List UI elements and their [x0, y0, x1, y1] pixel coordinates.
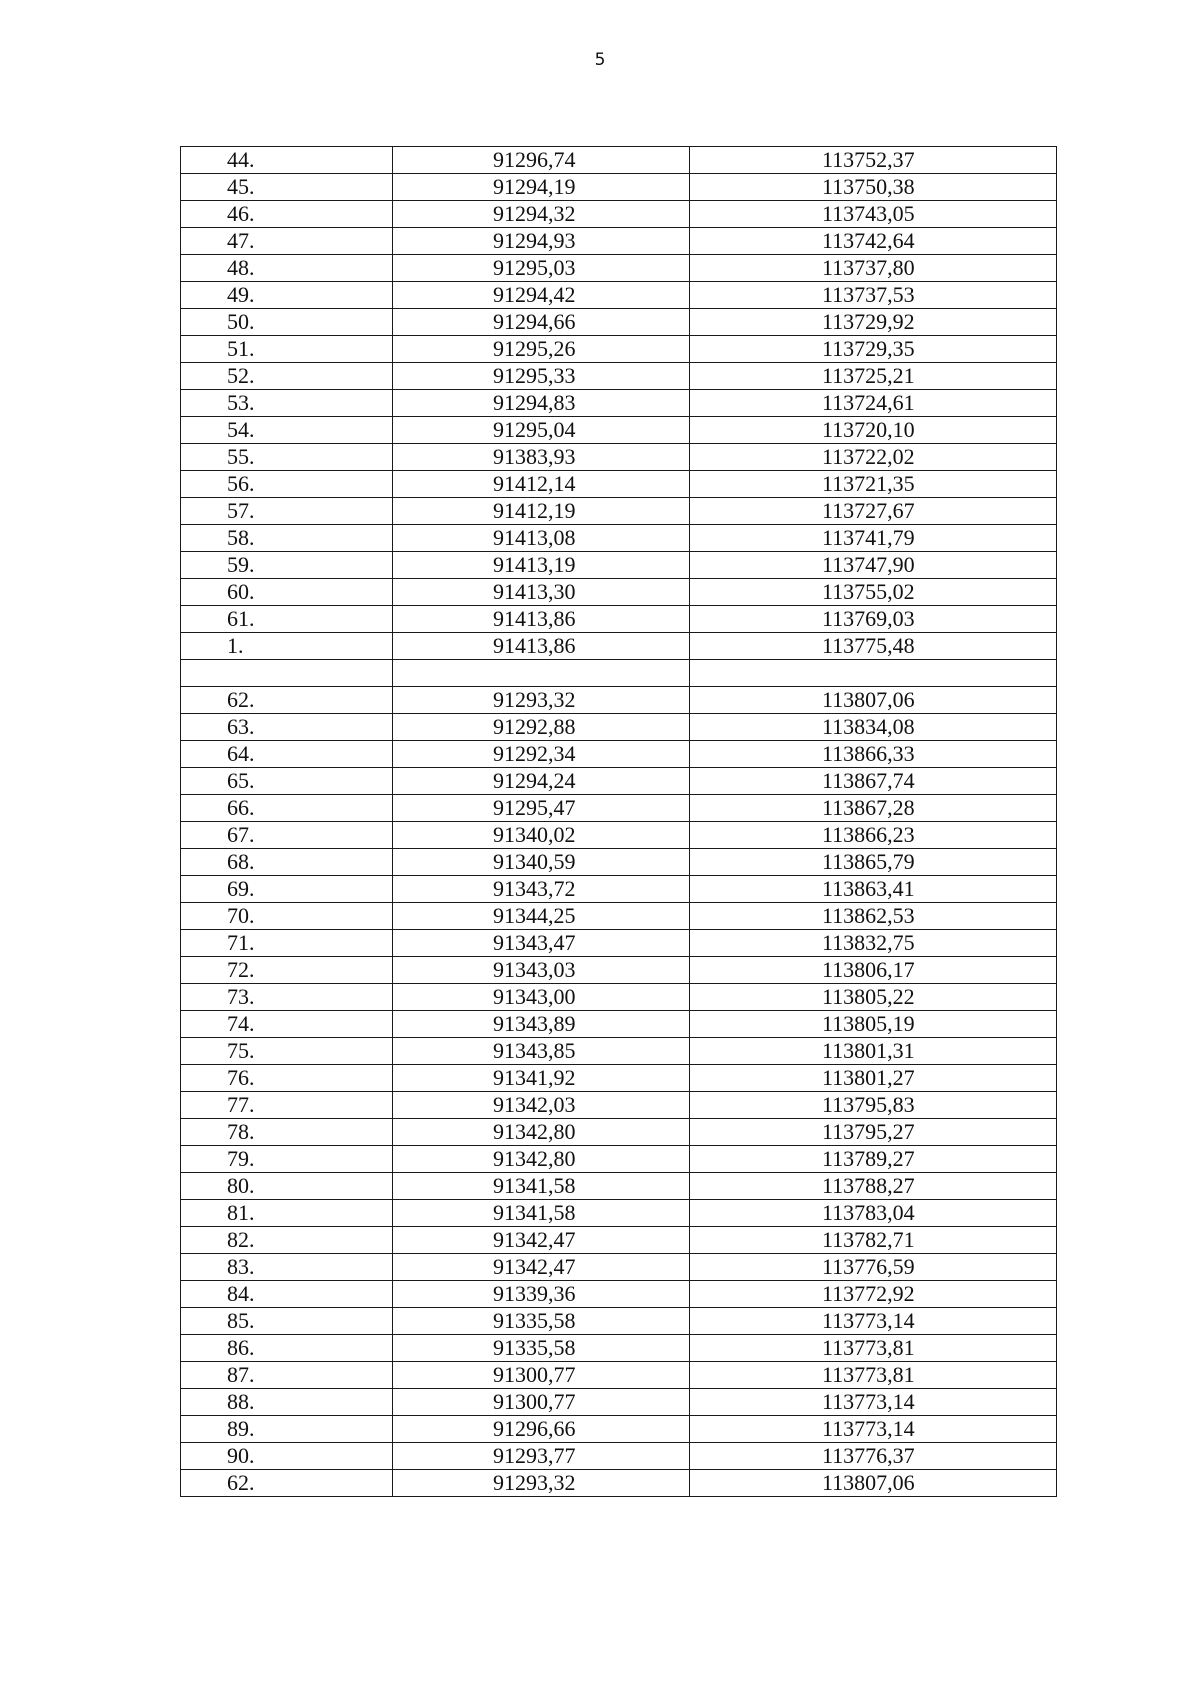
x-coordinate-cell: 91341,58	[393, 1200, 690, 1227]
table-row	[181, 795, 1057, 822]
table-row	[181, 174, 1057, 201]
point-number-cell: 82.	[181, 1227, 393, 1254]
x-coordinate-cell: 91300,77	[393, 1389, 690, 1416]
y-coordinate-cell: 113772,92	[690, 1281, 1057, 1308]
x-coordinate-cell: 91343,85	[393, 1038, 690, 1065]
point-number-cell: 81.	[181, 1200, 393, 1227]
x-coordinate-cell: 91294,83	[393, 390, 690, 417]
table-row	[181, 1227, 1057, 1254]
point-number-cell: 51.	[181, 336, 393, 363]
x-coordinate-cell: 91295,47	[393, 795, 690, 822]
x-coordinate-cell: 91412,14	[393, 471, 690, 498]
point-number-cell: 45.	[181, 174, 393, 201]
point-number-cell: 69.	[181, 876, 393, 903]
point-number-cell: 88.	[181, 1389, 393, 1416]
point-number-cell: 72.	[181, 957, 393, 984]
table-row	[181, 768, 1057, 795]
x-coordinate-cell	[393, 660, 690, 687]
table-row	[181, 1281, 1057, 1308]
point-number-cell: 73.	[181, 984, 393, 1011]
table-row	[181, 471, 1057, 498]
x-coordinate-cell: 91343,89	[393, 1011, 690, 1038]
table-row	[181, 390, 1057, 417]
table-row	[181, 1119, 1057, 1146]
table-row	[181, 336, 1057, 363]
y-coordinate-cell: 113737,53	[690, 282, 1057, 309]
y-coordinate-cell: 113806,17	[690, 957, 1057, 984]
point-number-cell: 62.	[181, 687, 393, 714]
point-number-cell	[181, 660, 393, 687]
table-row	[181, 444, 1057, 471]
y-coordinate-cell: 113801,27	[690, 1065, 1057, 1092]
x-coordinate-cell: 91412,19	[393, 498, 690, 525]
x-coordinate-cell: 91413,08	[393, 525, 690, 552]
point-number-cell: 53.	[181, 390, 393, 417]
x-coordinate-cell: 91342,47	[393, 1227, 690, 1254]
table-row	[181, 363, 1057, 390]
point-number-cell: 57.	[181, 498, 393, 525]
table-row	[181, 255, 1057, 282]
point-number-cell: 87.	[181, 1362, 393, 1389]
table-row	[181, 1065, 1057, 1092]
y-coordinate-cell: 113724,61	[690, 390, 1057, 417]
coordinates-table	[180, 146, 1057, 1497]
y-coordinate-cell: 113866,33	[690, 741, 1057, 768]
table-row	[181, 903, 1057, 930]
y-coordinate-cell: 113727,67	[690, 498, 1057, 525]
table-row	[181, 1335, 1057, 1362]
point-number-cell: 66.	[181, 795, 393, 822]
table-row	[181, 930, 1057, 957]
coordinates-table-body	[181, 147, 1057, 1497]
point-number-cell: 84.	[181, 1281, 393, 1308]
x-coordinate-cell: 91295,03	[393, 255, 690, 282]
point-number-cell: 83.	[181, 1254, 393, 1281]
point-number-cell: 52.	[181, 363, 393, 390]
point-number-cell: 58.	[181, 525, 393, 552]
point-number-cell: 62.	[181, 1470, 393, 1497]
x-coordinate-cell: 91342,03	[393, 1092, 690, 1119]
y-coordinate-cell: 113832,75	[690, 930, 1057, 957]
table-row	[181, 1011, 1057, 1038]
y-coordinate-cell: 113862,53	[690, 903, 1057, 930]
point-number-cell: 49.	[181, 282, 393, 309]
table-row	[181, 525, 1057, 552]
point-number-cell: 67.	[181, 822, 393, 849]
x-coordinate-cell: 91413,19	[393, 552, 690, 579]
x-coordinate-cell: 91342,80	[393, 1119, 690, 1146]
x-coordinate-cell: 91293,32	[393, 1470, 690, 1497]
table-row	[181, 282, 1057, 309]
x-coordinate-cell: 91413,30	[393, 579, 690, 606]
y-coordinate-cell: 113776,59	[690, 1254, 1057, 1281]
y-coordinate-cell: 113805,19	[690, 1011, 1057, 1038]
x-coordinate-cell: 91294,19	[393, 174, 690, 201]
point-number-cell: 76.	[181, 1065, 393, 1092]
y-coordinate-cell: 113783,04	[690, 1200, 1057, 1227]
x-coordinate-cell: 91293,77	[393, 1443, 690, 1470]
y-coordinate-cell	[690, 660, 1057, 687]
y-coordinate-cell: 113773,14	[690, 1416, 1057, 1443]
table-row	[181, 633, 1057, 660]
x-coordinate-cell: 91292,88	[393, 714, 690, 741]
point-number-cell: 75.	[181, 1038, 393, 1065]
y-coordinate-cell: 113721,35	[690, 471, 1057, 498]
y-coordinate-cell: 113722,02	[690, 444, 1057, 471]
point-number-cell: 68.	[181, 849, 393, 876]
y-coordinate-cell: 113755,02	[690, 579, 1057, 606]
table-row	[181, 660, 1057, 687]
x-coordinate-cell: 91296,66	[393, 1416, 690, 1443]
x-coordinate-cell: 91339,36	[393, 1281, 690, 1308]
y-coordinate-cell: 113795,27	[690, 1119, 1057, 1146]
y-coordinate-cell: 113801,31	[690, 1038, 1057, 1065]
point-number-cell: 78.	[181, 1119, 393, 1146]
table-row	[181, 1254, 1057, 1281]
point-number-cell: 56.	[181, 471, 393, 498]
y-coordinate-cell: 113805,22	[690, 984, 1057, 1011]
point-number-cell: 59.	[181, 552, 393, 579]
x-coordinate-cell: 91294,66	[393, 309, 690, 336]
y-coordinate-cell: 113773,81	[690, 1335, 1057, 1362]
y-coordinate-cell: 113743,05	[690, 201, 1057, 228]
y-coordinate-cell: 113725,21	[690, 363, 1057, 390]
point-number-cell: 46.	[181, 201, 393, 228]
point-number-cell: 63.	[181, 714, 393, 741]
point-number-cell: 55.	[181, 444, 393, 471]
table-row	[181, 849, 1057, 876]
table-row	[181, 1362, 1057, 1389]
point-number-cell: 50.	[181, 309, 393, 336]
x-coordinate-cell: 91341,92	[393, 1065, 690, 1092]
x-coordinate-cell: 91294,24	[393, 768, 690, 795]
table-row	[181, 876, 1057, 903]
point-number-cell: 54.	[181, 417, 393, 444]
x-coordinate-cell: 91295,04	[393, 417, 690, 444]
point-number-cell: 61.	[181, 606, 393, 633]
x-coordinate-cell: 91293,32	[393, 687, 690, 714]
table-row	[181, 1470, 1057, 1497]
x-coordinate-cell: 91343,72	[393, 876, 690, 903]
table-row	[181, 552, 1057, 579]
x-coordinate-cell: 91300,77	[393, 1362, 690, 1389]
y-coordinate-cell: 113775,48	[690, 633, 1057, 660]
point-number-cell: 47.	[181, 228, 393, 255]
point-number-cell: 80.	[181, 1173, 393, 1200]
point-number-cell: 48.	[181, 255, 393, 282]
y-coordinate-cell: 113867,28	[690, 795, 1057, 822]
table-row	[181, 1308, 1057, 1335]
table-row	[181, 579, 1057, 606]
table-row	[181, 1092, 1057, 1119]
table-row	[181, 741, 1057, 768]
y-coordinate-cell: 113729,92	[690, 309, 1057, 336]
y-coordinate-cell: 113742,64	[690, 228, 1057, 255]
table-row	[181, 606, 1057, 633]
x-coordinate-cell: 91342,47	[393, 1254, 690, 1281]
x-coordinate-cell: 91296,74	[393, 147, 690, 174]
point-number-cell: 85.	[181, 1308, 393, 1335]
y-coordinate-cell: 113789,27	[690, 1146, 1057, 1173]
y-coordinate-cell: 113773,14	[690, 1389, 1057, 1416]
point-number-cell: 86.	[181, 1335, 393, 1362]
point-number-cell: 44.	[181, 147, 393, 174]
y-coordinate-cell: 113867,74	[690, 768, 1057, 795]
y-coordinate-cell: 113750,38	[690, 174, 1057, 201]
table-row	[181, 417, 1057, 444]
y-coordinate-cell: 113747,90	[690, 552, 1057, 579]
table-row	[181, 1389, 1057, 1416]
y-coordinate-cell: 113773,14	[690, 1308, 1057, 1335]
table-row	[181, 201, 1057, 228]
x-coordinate-cell: 91295,33	[393, 363, 690, 390]
table-row	[181, 984, 1057, 1011]
y-coordinate-cell: 113720,10	[690, 417, 1057, 444]
x-coordinate-cell: 91340,02	[393, 822, 690, 849]
point-number-cell: 71.	[181, 930, 393, 957]
point-number-cell: 60.	[181, 579, 393, 606]
x-coordinate-cell: 91342,80	[393, 1146, 690, 1173]
x-coordinate-cell: 91335,58	[393, 1308, 690, 1335]
y-coordinate-cell: 113737,80	[690, 255, 1057, 282]
point-number-cell: 64.	[181, 741, 393, 768]
table-row	[181, 498, 1057, 525]
point-number-cell: 1.	[181, 633, 393, 660]
x-coordinate-cell: 91335,58	[393, 1335, 690, 1362]
y-coordinate-cell: 113795,83	[690, 1092, 1057, 1119]
point-number-cell: 90.	[181, 1443, 393, 1470]
table-row	[181, 309, 1057, 336]
y-coordinate-cell: 113866,23	[690, 822, 1057, 849]
table-row	[181, 822, 1057, 849]
x-coordinate-cell: 91343,00	[393, 984, 690, 1011]
table-row	[181, 147, 1057, 174]
table-row	[181, 1443, 1057, 1470]
table-row	[181, 1146, 1057, 1173]
table-row	[181, 957, 1057, 984]
table-row	[181, 228, 1057, 255]
y-coordinate-cell: 113773,81	[690, 1362, 1057, 1389]
x-coordinate-cell: 91344,25	[393, 903, 690, 930]
point-number-cell: 74.	[181, 1011, 393, 1038]
point-number-cell: 79.	[181, 1146, 393, 1173]
x-coordinate-cell: 91343,47	[393, 930, 690, 957]
y-coordinate-cell: 113807,06	[690, 1470, 1057, 1497]
y-coordinate-cell: 113807,06	[690, 687, 1057, 714]
x-coordinate-cell: 91294,93	[393, 228, 690, 255]
table-row	[181, 1200, 1057, 1227]
y-coordinate-cell: 113834,08	[690, 714, 1057, 741]
x-coordinate-cell: 91413,86	[393, 606, 690, 633]
x-coordinate-cell: 91341,58	[393, 1173, 690, 1200]
x-coordinate-cell: 91340,59	[393, 849, 690, 876]
y-coordinate-cell: 113741,79	[690, 525, 1057, 552]
point-number-cell: 65.	[181, 768, 393, 795]
page-number: 5	[594, 50, 606, 70]
y-coordinate-cell: 113769,03	[690, 606, 1057, 633]
y-coordinate-cell: 113782,71	[690, 1227, 1057, 1254]
table-row	[181, 1038, 1057, 1065]
table-row	[181, 714, 1057, 741]
table-row	[181, 1416, 1057, 1443]
x-coordinate-cell: 91292,34	[393, 741, 690, 768]
table-row	[181, 687, 1057, 714]
x-coordinate-cell: 91343,03	[393, 957, 690, 984]
y-coordinate-cell: 113865,79	[690, 849, 1057, 876]
x-coordinate-cell: 91413,86	[393, 633, 690, 660]
x-coordinate-cell: 91294,32	[393, 201, 690, 228]
point-number-cell: 70.	[181, 903, 393, 930]
x-coordinate-cell: 91383,93	[393, 444, 690, 471]
y-coordinate-cell: 113863,41	[690, 876, 1057, 903]
x-coordinate-cell: 91294,42	[393, 282, 690, 309]
y-coordinate-cell: 113729,35	[690, 336, 1057, 363]
x-coordinate-cell: 91295,26	[393, 336, 690, 363]
point-number-cell: 89.	[181, 1416, 393, 1443]
point-number-cell: 77.	[181, 1092, 393, 1119]
y-coordinate-cell: 113788,27	[690, 1173, 1057, 1200]
table-row	[181, 1173, 1057, 1200]
y-coordinate-cell: 113776,37	[690, 1443, 1057, 1470]
y-coordinate-cell: 113752,37	[690, 147, 1057, 174]
